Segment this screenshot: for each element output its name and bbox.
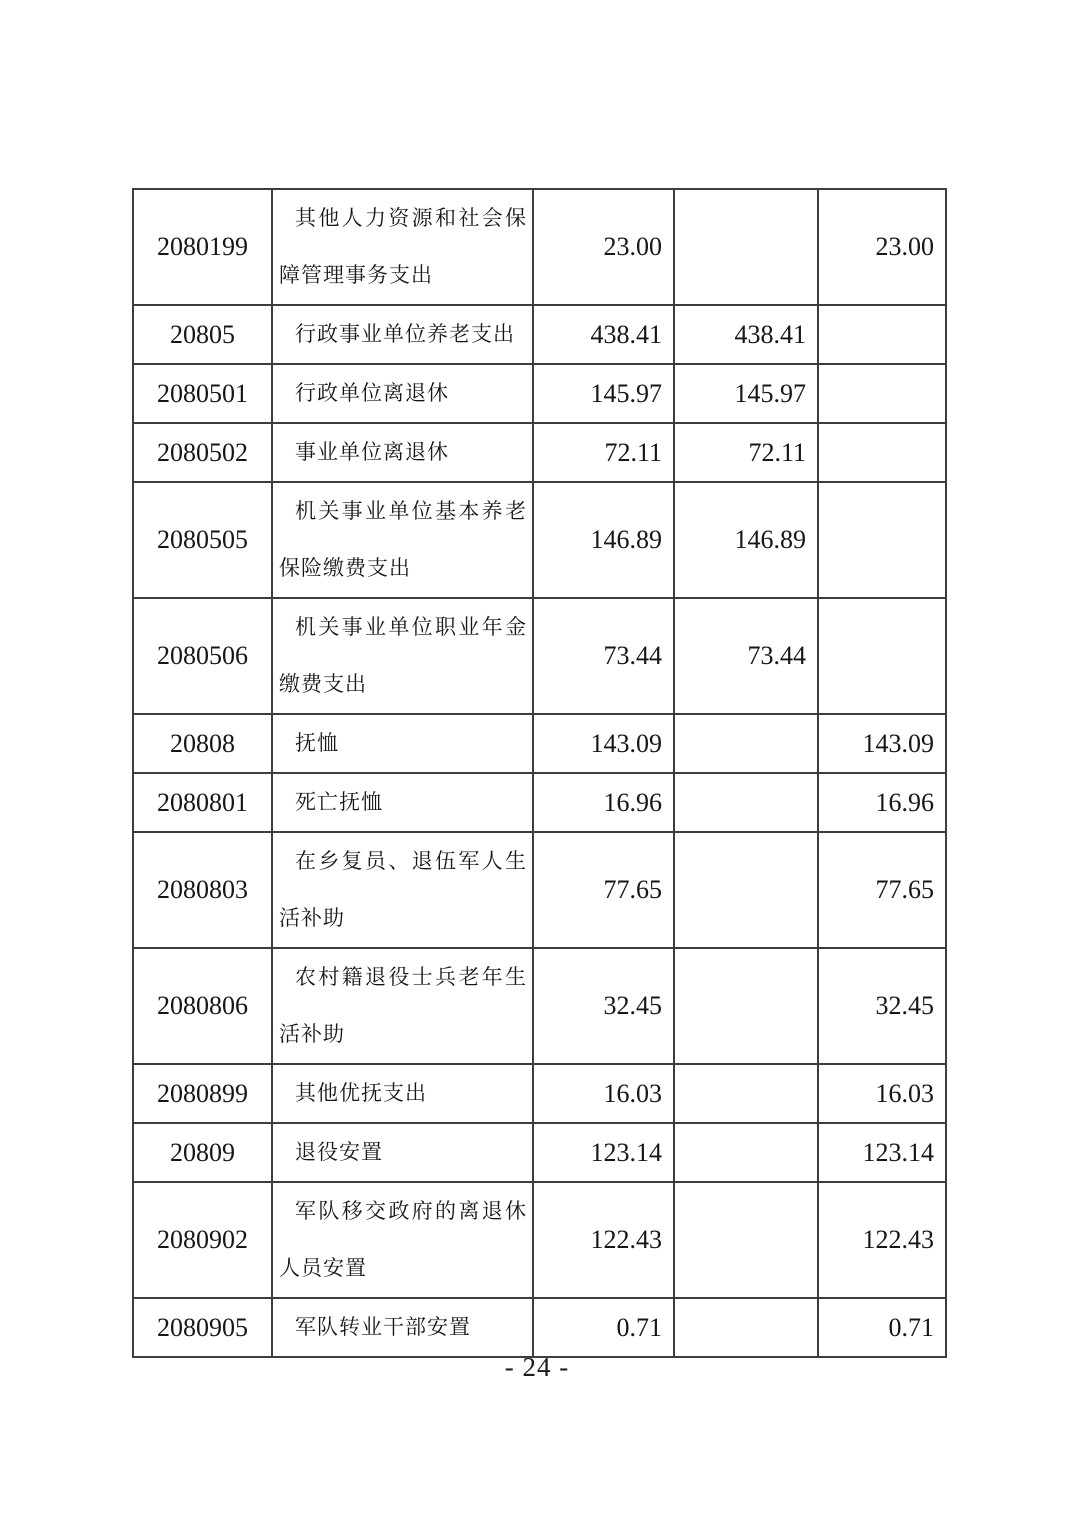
row-amount-cell-3: 16.96 [818,773,946,832]
row-amount-cell-3: 122.43 [818,1182,946,1298]
row-code-cell: 2080902 [133,1182,272,1298]
page-number: - 24 - [504,1352,570,1382]
budget-table [132,188,947,1358]
row-amount-cell-2: 146.89 [674,482,818,598]
row-amount-cell-3: 123.14 [818,1123,946,1182]
table-row [133,714,946,773]
table-row [133,1064,946,1123]
row-amount-cell-3 [818,423,946,482]
row-amount-cell-3: 23.00 [818,189,946,305]
row-amount-cell-2 [674,1182,818,1298]
row-name-cell: 抚恤 [272,714,533,773]
budget-table-body [133,189,946,1357]
row-amount-cell-1: 32.45 [533,948,674,1064]
row-amount-cell-3: 16.03 [818,1064,946,1123]
row-amount-cell-1: 72.11 [533,423,674,482]
row-amount-cell-2 [674,773,818,832]
table-row [133,364,946,423]
row-amount-cell-1: 123.14 [533,1123,674,1182]
row-name-cell: 机关事业单位基本养老保险缴费支出 [272,482,533,598]
table-row [133,482,946,598]
row-amount-cell-1: 16.03 [533,1064,674,1123]
row-amount-cell-3 [818,482,946,598]
row-amount-cell-1: 145.97 [533,364,674,423]
row-amount-cell-1: 77.65 [533,832,674,948]
table-row [133,1298,946,1357]
row-code-cell: 2080501 [133,364,272,423]
row-name-cell: 在乡复员、退伍军人生活补助 [272,832,533,948]
table-row [133,423,946,482]
row-code-cell: 20805 [133,305,272,364]
row-amount-cell-3 [818,305,946,364]
table-row [133,598,946,714]
row-amount-cell-1: 16.96 [533,773,674,832]
table-row [133,189,946,305]
table-row [133,1123,946,1182]
row-amount-cell-1: 438.41 [533,305,674,364]
row-code-cell: 2080806 [133,948,272,1064]
row-amount-cell-3: 143.09 [818,714,946,773]
row-amount-cell-2 [674,1064,818,1123]
row-amount-cell-1: 146.89 [533,482,674,598]
table-row [133,305,946,364]
row-name-cell: 农村籍退役士兵老年生活补助 [272,948,533,1064]
row-amount-cell-3 [818,598,946,714]
row-code-cell: 2080801 [133,773,272,832]
row-name-cell: 死亡抚恤 [272,773,533,832]
row-name-cell: 其他人力资源和社会保障管理事务支出 [272,189,533,305]
table-row [133,832,946,948]
row-name-cell: 军队转业干部安置 [272,1298,533,1357]
row-amount-cell-2 [674,948,818,1064]
row-amount-cell-1: 23.00 [533,189,674,305]
row-amount-cell-3: 32.45 [818,948,946,1064]
table-row [133,948,946,1064]
row-amount-cell-2 [674,714,818,773]
row-amount-cell-2 [674,1123,818,1182]
row-amount-cell-2: 438.41 [674,305,818,364]
row-amount-cell-1: 122.43 [533,1182,674,1298]
row-name-cell: 行政事业单位养老支出 [272,305,533,364]
row-name-cell: 机关事业单位职业年金缴费支出 [272,598,533,714]
row-amount-cell-3 [818,364,946,423]
row-name-cell: 事业单位离退休 [272,423,533,482]
row-name-cell: 退役安置 [272,1123,533,1182]
row-amount-cell-2 [674,1298,818,1357]
row-amount-cell-1: 143.09 [533,714,674,773]
row-code-cell: 20808 [133,714,272,773]
table-row [133,1182,946,1298]
row-amount-cell-3: 77.65 [818,832,946,948]
row-amount-cell-3: 0.71 [818,1298,946,1357]
row-code-cell: 2080199 [133,189,272,305]
row-code-cell: 2080502 [133,423,272,482]
row-code-cell: 2080905 [133,1298,272,1357]
row-amount-cell-2: 72.11 [674,423,818,482]
row-code-cell: 2080505 [133,482,272,598]
row-code-cell: 20809 [133,1123,272,1182]
row-amount-cell-2: 73.44 [674,598,818,714]
row-name-cell: 其他优抚支出 [272,1064,533,1123]
row-amount-cell-2 [674,189,818,305]
row-code-cell: 2080803 [133,832,272,948]
row-amount-cell-2 [674,832,818,948]
row-name-cell: 行政单位离退休 [272,364,533,423]
row-code-cell: 2080506 [133,598,272,714]
row-amount-cell-1: 73.44 [533,598,674,714]
row-code-cell: 2080899 [133,1064,272,1123]
row-name-cell: 军队移交政府的离退休人员安置 [272,1182,533,1298]
table-row [133,773,946,832]
row-amount-cell-1: 0.71 [533,1298,674,1357]
row-amount-cell-2: 145.97 [674,364,818,423]
